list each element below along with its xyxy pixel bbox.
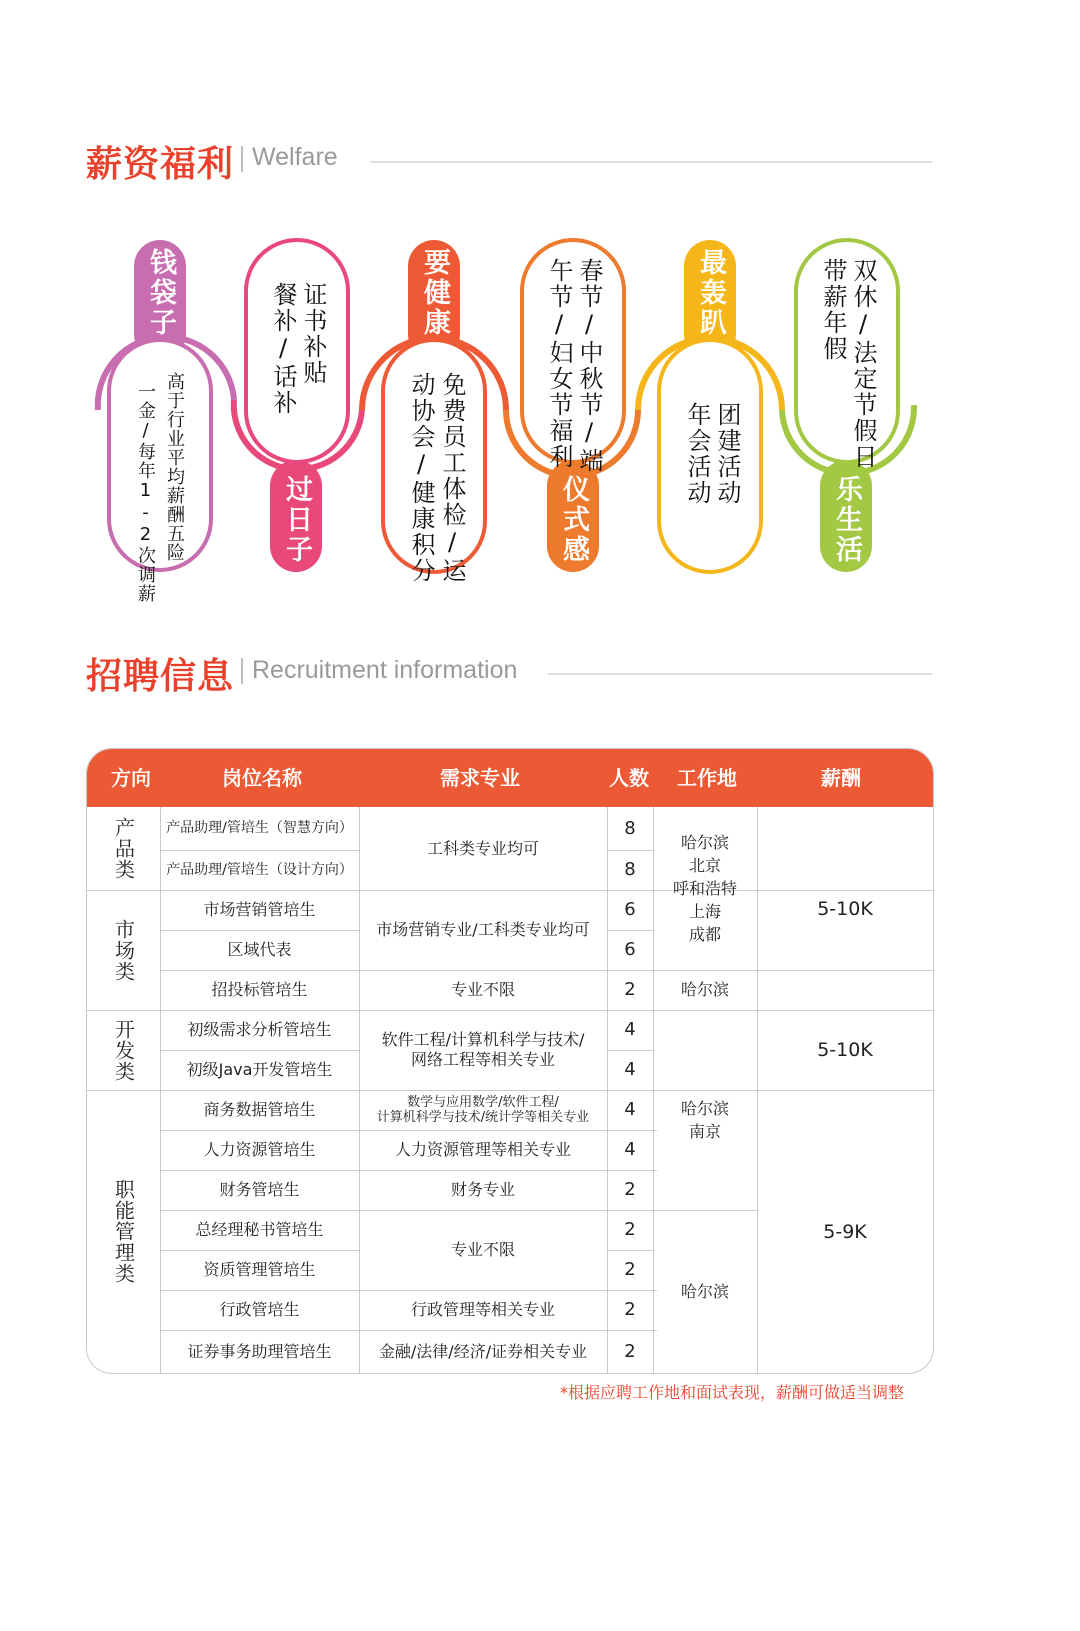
category-management [87, 1090, 160, 1373]
salary-cell: 5-10K [817, 897, 873, 920]
welfare-tag-3: 要健康 [419, 248, 450, 338]
major-cell: 行政管理等相关专业 [410, 1300, 555, 1319]
welfare-text-1b: 一金/每年1-2次调薪 [135, 382, 156, 603]
category-marketing [87, 890, 160, 1010]
major-line: 计算机科学与技术/统计学等相关专业 [376, 1110, 590, 1125]
welfare-tag-2: 过日子 [281, 475, 312, 565]
welfare-text-2a: 证书补贴 [299, 282, 327, 386]
location-cell [653, 1090, 757, 1150]
position-cell: 产品助理/管培生（智慧方向） [166, 820, 353, 836]
location-line: 呼和浩特 [672, 879, 737, 898]
category-marketing-label: 市场类 [111, 918, 136, 982]
welfare-tag-1: 钱袋子 [145, 248, 176, 338]
welfare-text-4b: 午节/妇女节福利 [545, 258, 573, 470]
position-cell: 区域代表 [227, 940, 292, 959]
position-cell: 总经理秘书管培生 [195, 1220, 324, 1239]
major-cell: 市场营销专业/工科类专业均可 [376, 920, 590, 939]
header-count: 人数 [609, 766, 649, 790]
location-cell: 哈尔滨 [680, 980, 729, 999]
count-cell: 8 [624, 817, 636, 839]
category-development-label: 开发类 [111, 1018, 136, 1082]
count-cell: 6 [624, 939, 636, 960]
recruit-divider [548, 673, 932, 675]
count-cell: 2 [624, 1340, 636, 1362]
position-cell: 证券事务助理管培生 [187, 1341, 332, 1361]
count-cell: 2 [624, 1219, 636, 1240]
count-cell: 2 [624, 1259, 636, 1280]
count-cell: 8 [624, 859, 636, 880]
location-line: 哈尔滨 [680, 1099, 729, 1118]
recruitment-table [86, 748, 934, 1374]
header-location: 工作地 [677, 766, 737, 790]
welfare-tag-5: 最轰趴 [695, 248, 726, 338]
salary-cell: 5-10K [817, 1039, 873, 1061]
location-line: 上海 [688, 902, 721, 921]
welfare-text-3b: 动协会/健康积分 [407, 372, 435, 584]
location-line: 南京 [688, 1122, 721, 1141]
major-cell: 专业不限 [450, 980, 515, 999]
major-cell-two-line [359, 1010, 607, 1090]
count-cell: 4 [624, 1099, 636, 1120]
position-cell: 初级需求分析管培生 [187, 1020, 332, 1039]
position-cell: 商务数据管培生 [203, 1100, 316, 1119]
location-line: 北京 [688, 856, 721, 875]
header-major: 需求专业 [440, 766, 520, 790]
location-cell: 哈尔滨 [680, 1281, 729, 1301]
header-direction: 方向 [111, 766, 151, 790]
count-cell: 4 [624, 1019, 636, 1040]
welfare-text-5a: 团建活动 [713, 402, 741, 506]
count-cell: 4 [624, 1139, 636, 1160]
recruit-subtitle: Recruitment information [252, 656, 518, 684]
position-cell: 招投标管培生 [211, 980, 308, 999]
position-cell: 初级Java开发管培生 [186, 1060, 333, 1079]
position-cell: 产品助理/管培生（设计方向） [166, 861, 353, 878]
welfare-text-6a: 双休/法定节假日 [849, 258, 877, 470]
major-cell: 金融/法律/经济/证券相关专业 [378, 1341, 588, 1361]
welfare-text-5b: 年会活动 [683, 402, 711, 506]
major-cell: 专业不限 [450, 1240, 515, 1259]
recruit-title: 招聘信息 [86, 656, 235, 697]
position-cell: 财务管培生 [219, 1180, 300, 1199]
welfare-card-1 [109, 340, 211, 570]
welfare-text-3a: 免费员工体检/运 [438, 372, 466, 584]
salary-cell: 5-9K [823, 1220, 867, 1243]
major-line: 数学与应用数学/软件工程/ [407, 1095, 559, 1110]
major-cell: 人力资源管理等相关专业 [394, 1140, 571, 1159]
count-cell: 4 [624, 1059, 636, 1080]
major-cell-two-line [359, 1090, 607, 1130]
count-cell: 2 [624, 979, 636, 1000]
category-product-label: 产品类 [111, 817, 136, 880]
table-header-row [87, 749, 933, 807]
count-cell: 2 [624, 1179, 636, 1200]
welfare-tag-6: 乐生活 [831, 475, 862, 565]
welfare-subtitle: Welfare [252, 143, 338, 171]
welfare-text-1a: 高于行业平均薪酬五险 [164, 372, 185, 562]
category-development [87, 1010, 160, 1090]
position-cell: 人力资源管培生 [203, 1140, 316, 1159]
count-cell: 6 [624, 899, 636, 920]
welfare-tag-4: 仪式感 [558, 475, 589, 565]
major-cell: 财务专业 [450, 1180, 515, 1199]
major-line: 网络工程等相关专业 [410, 1050, 555, 1069]
category-product [87, 807, 160, 890]
location-cell [653, 807, 757, 970]
location-line: 成都 [688, 925, 721, 944]
header-position: 岗位名称 [222, 766, 302, 790]
welfare-title: 薪资福利 [86, 144, 235, 185]
header-salary: 薪酬 [821, 766, 861, 790]
count-cell: 2 [624, 1299, 636, 1320]
location-line: 哈尔滨 [680, 833, 729, 852]
category-management-label: 职能管理类 [111, 1179, 136, 1284]
salary-footnote: *根据应聘工作地和面试表现，薪酬可做适当调整 [560, 1383, 905, 1402]
recruit-title-separator [241, 658, 243, 684]
position-cell: 资质管理管培生 [203, 1260, 316, 1279]
position-cell: 行政管培生 [219, 1300, 300, 1319]
welfare-text-4a: 春节/中秋节/端 [575, 258, 603, 474]
position-cell: 市场营销管培生 [203, 900, 316, 919]
major-line: 软件工程/计算机科学与技术/ [381, 1030, 585, 1049]
major-cell: 工科类专业均可 [426, 838, 539, 858]
welfare-text-6b: 带薪年假 [819, 258, 847, 362]
welfare-text-2b: 餐补/话补 [269, 282, 297, 416]
